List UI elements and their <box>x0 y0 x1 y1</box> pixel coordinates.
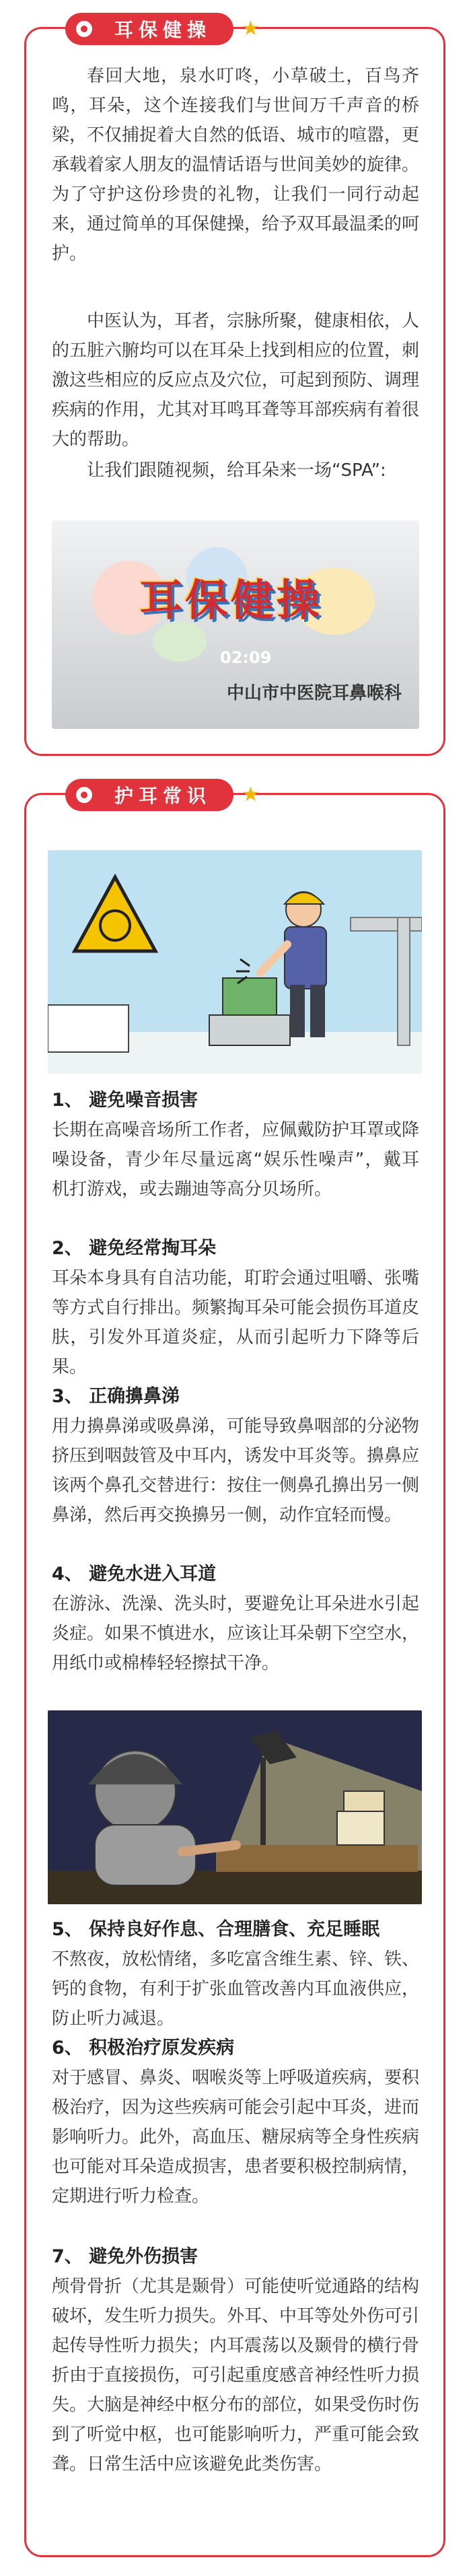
late-night-study-drawing <box>48 1710 422 1904</box>
tip-6-body: 对于感冒、鼻炎、咽喉炎等上呼吸道疾病，要积极治疗，因为这些疾病可能会引起中耳炎，进而影响听力。此外，高血压、糖尿病等全身性疾病也可能对耳朵造成损害，患者要积极控制病情，定期进行听力检查。 <box>52 2068 420 2206</box>
ear-exercise-card <box>24 17 445 756</box>
late-night-illustration <box>48 1710 422 1904</box>
video-timestamp: 02:09 <box>220 648 272 667</box>
ear-exercise-video[interactable] <box>52 520 419 729</box>
section-title-ear-exercise <box>65 13 233 45</box>
video-hospital-label: 中山市中医院耳鼻喉科 <box>226 683 402 703</box>
ear-care-card <box>24 783 445 2557</box>
tip-1-heading: 1、 避免噪音损害 <box>52 1090 198 1111</box>
tip-7-heading: 7、 避免外伤损害 <box>52 2246 198 2267</box>
tip-2-heading: 2、 避免经常掏耳朵 <box>52 1238 217 1259</box>
tcm-paragraph: 中医认为，耳者，宗脉所聚，健康相依，人的五脏六腑均可以在耳朵上找到相应的位置，刺激这些相应的反应点及穴位，可起到预防、调理疾病的作用，尤其对耳鸣耳聋等耳部疾病有着很大的帮助。 <box>52 311 420 450</box>
star-icon: ★ <box>242 17 260 40</box>
tip-1-body: 长期在高噪音场所工作者，应佩戴防护耳罩或降噪设备，青少年尽量远离“娱乐性噪声”，戴耳机打游戏，或去蹦迪等高分贝场所。 <box>52 1120 420 1199</box>
tip-5-body: 不熬夜，放松情绪，多吃富含维生素、锌、铁、钙的食物，有利于扩张血管改善内耳血液供应，防止听力减退。 <box>52 1949 420 2029</box>
title-dot-icon <box>76 787 92 803</box>
noise-worker-drawing <box>48 850 422 1074</box>
title-dot-icon <box>76 21 92 37</box>
noise-illustration <box>48 850 422 1074</box>
video-intro-paragraph: 让我们跟随视频，给耳朵来一场“SPA”: <box>87 460 386 481</box>
tip-3-body: 用力擤鼻涕或吸鼻涕，可能导致鼻咽部的分泌物挤压到咽鼓管及中耳内，诱发中耳炎等。擤鼻应该两个鼻孔交替进行：按住一侧鼻孔擤出另一侧鼻涕，然后再交换擤另一侧，动作宜轻而慢。 <box>52 1416 420 1525</box>
tip-2-body: 耳朵本身具有自洁功能，耵聍会通过咀嚼、张嘴等方式自行排出。频繁掏耳朵可能会损伤耳道皮肤，引发外耳道炎症，从而引起听力下降等后果。 <box>52 1268 420 1377</box>
tip-6-heading: 6、 积极治疗原发疾病 <box>52 2038 235 2058</box>
tip-3-heading: 3、 正确擤鼻涕 <box>52 1386 180 1407</box>
star-icon: ★ <box>242 783 260 806</box>
section-title-text: 护耳常识 <box>114 785 211 807</box>
video-logo-text: 耳保健操 <box>139 576 322 626</box>
intro-paragraph: 春回大地，泉水叮咚，小草破土，百鸟齐鸣，耳朵，这个连接我们与世间万千声音的桥梁，不仅捕捉着大自然的低语、城市的喧嚣，更承载着家人朋友的温情话语与世间美妙的旋律。为了守护这份珍贵的礼物，让我们一同行动起来，通过简单的耳保健操，给予双耳最温柔的呵护。 <box>52 66 420 264</box>
tip-4-body: 在游泳、洗澡、洗头时，要避免让耳朵进水引起炎症。如果不慎进水，应该让耳朵朝下空空水，用纸巾或棉棒轻轻擦拭干净。 <box>52 1594 420 1673</box>
tip-4-heading: 4、 避免水进入耳道 <box>52 1564 217 1585</box>
tip-5-heading: 5、 保持良好作息、合理膳食、充足睡眠 <box>52 1919 380 1940</box>
section-title-ear-care <box>65 779 233 811</box>
section-title-text: 耳保健操 <box>114 19 211 41</box>
tip-7-body: 颅骨骨折（尤其是颞骨）可能使听觉通路的结构破坏，发生听力损失。外耳、中耳等处外伤可引起传导性听力损失；内耳震荡以及颞骨的横行骨折由于直接损伤，可引起重度感音神经性听力损失。大脑是神经中枢分布的部位，如果受伤时伤到了听觉中枢，也可能影响听力，严重可能会致聋。日常生活中应该避免此类伤害。 <box>52 2276 420 2474</box>
